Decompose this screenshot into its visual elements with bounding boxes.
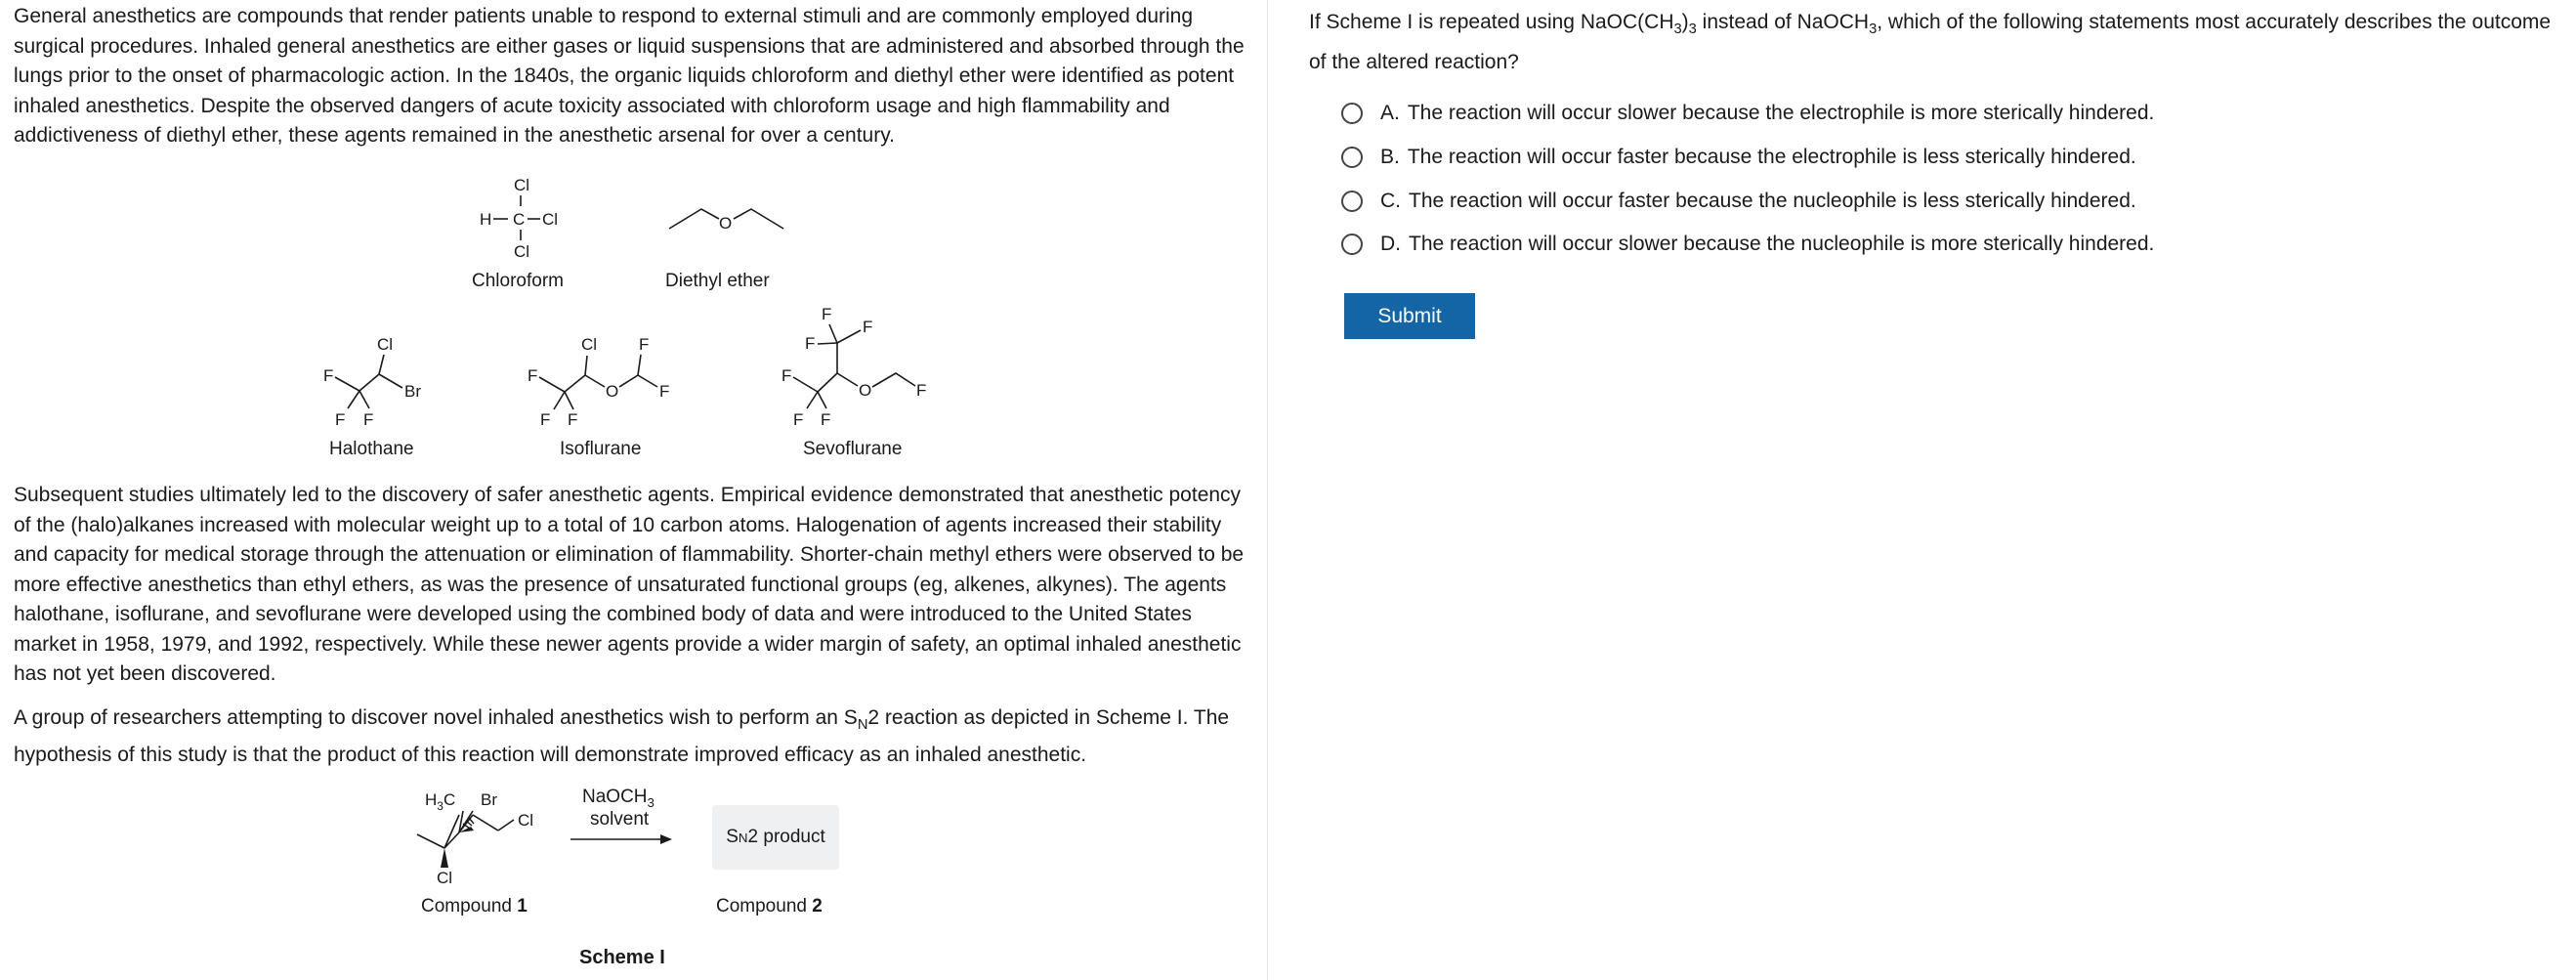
- halothane-structure: [320, 330, 438, 433]
- halothane-f-2: F: [363, 410, 374, 429]
- isoflurane-f-top: F: [639, 335, 650, 354]
- isoflurane-o: O: [606, 382, 619, 401]
- scheme-title: Scheme I: [579, 947, 665, 968]
- choice-c-letter: C.: [1380, 190, 1401, 212]
- choice-d-letter: D.: [1380, 233, 1401, 255]
- diethyl-ether-structure: [664, 195, 786, 244]
- isoflurane-structure: [523, 330, 684, 433]
- sevoflurane-f-left: F: [781, 366, 792, 385]
- chloroform-h: H: [480, 210, 492, 229]
- isoflurane-f-2: F: [568, 410, 578, 429]
- choice-b-text: The reaction will occur faster because the electrophile is less sterically hindered.: [1407, 146, 2136, 168]
- choice-b-radio[interactable]: [1341, 147, 1363, 168]
- question-stem: If Scheme I is repeated using $NaOC(CH_3)_3$ instead of NaOCH$_3$, which of the following statements most accurately describes the outcome of the altered reaction?: [1309, 11, 2552, 74]
- chloroform-cl-top: Cl: [514, 176, 530, 194]
- sevoflurane-f-mid: F: [805, 334, 816, 353]
- halothane-br: Br: [404, 382, 421, 401]
- diethyl-ether-label: Diethyl ether: [665, 271, 770, 291]
- sevoflurane-structure: [777, 303, 943, 435]
- choice-a-text: The reaction will occur slower because the electrophile is more sterically hindered.: [1407, 102, 2155, 124]
- halothane-f-1: F: [335, 410, 346, 429]
- sevoflurane-f-top: F: [822, 305, 832, 323]
- halothane-label: Halothane: [329, 439, 414, 459]
- choice-d[interactable]: [1341, 228, 2154, 261]
- reaction-arrow: [569, 831, 676, 847]
- choice-d-radio[interactable]: [1341, 234, 1363, 255]
- choice-c[interactable]: [1341, 185, 2136, 218]
- diethyl-ether-o: O: [719, 214, 733, 233]
- chloroform-structure: [469, 174, 576, 264]
- chloroform-cl-bottom: Cl: [514, 242, 530, 261]
- choice-a-radio[interactable]: [1341, 103, 1363, 124]
- isoflurane-cl: Cl: [581, 335, 598, 354]
- solvent-label: solvent: [590, 809, 650, 830]
- isoflurane-f-1: F: [540, 410, 551, 429]
- compound-1-label: Compound 1: [421, 896, 528, 916]
- paragraph-3-rest: 2 reaction as depicted in Scheme I. The hypothesis of this study is that the product of this reaction will demonstrate improved efficacy as an inhaled anesthetic.: [14, 706, 1230, 766]
- choice-a[interactable]: [1341, 97, 2154, 130]
- halothane-f-left: F: [323, 366, 334, 385]
- passage-paragraph-1: General anesthetics are compounds that render patients unable to respond to external stimuli and are commonly employed during surgical procedures. Inhaled general anesthetics are either gases or liquid suspensions that are administered and absorbed through the lungs prior to the onset of pharmacologic action. In the 1840s, the organic liquids chloroform and diethyl ether were identified as potent inhaled anesthetics. Despite the observed dangers of acute toxicity associated with chloroform usage and high flammability and addictiveness of diethyl ether, these agents remained in the anesthetic arsenal for over a century.: [14, 5, 1245, 147]
- passage-paragraph-2: Subsequent studies ultimately led to the discovery of safer anesthetic agents. Empirical evidence demonstrated that anesthetic potency of the (halo)alkanes increased with molecular weight up to a total of 10 carbon atoms. Halogenation of agents increased their stability and capacity for medical storage through the attenuation or elimination of flammability. Shorter-chain methyl ethers were observed to be more effective anesthetics than ethyl ethers, as was the presence of unsaturated functional groups (eg, alkenes, alkynes). The agents halothane, isoflurane, and sevoflurane were developed using the combined body of data and were introduced to the United States market in 1958, 1979, and 1992, respectively. While these newer agents provide a wider margin of safety, an optimal inhaled anesthetic has not yet been discovered.: [14, 484, 1245, 685]
- choice-c-text: The reaction will occur faster because the nucleophile is less sterically hindered.: [1409, 190, 2136, 212]
- isoflurane-f-left: F: [528, 366, 538, 385]
- choice-d-text: The reaction will occur slower because the nucleophile is more sterically hindered.: [1409, 233, 2155, 255]
- sevoflurane-f-top-right: F: [863, 318, 873, 336]
- sevoflurane-f-right: F: [916, 381, 927, 400]
- compound-1-structure: [410, 782, 557, 889]
- sevoflurane-f-2: F: [821, 410, 831, 429]
- paragraph-3-start: A group of researchers attempting to discover novel inhaled anesthetics wish to perform an S: [14, 706, 858, 729]
- reagent-label: NaOCH$_3$: [582, 787, 655, 810]
- chloroform-cl-right: Cl: [542, 210, 559, 229]
- sevoflurane-f-1: F: [793, 410, 804, 429]
- choice-b-letter: B.: [1380, 146, 1400, 168]
- choice-a-letter: A.: [1380, 102, 1400, 124]
- chloroform-label: Chloroform: [472, 271, 564, 291]
- sevoflurane-label: Sevoflurane: [803, 439, 903, 459]
- compound-1-cl-bottom: Cl: [437, 869, 453, 887]
- chloroform-c: C: [513, 210, 526, 229]
- compound-2-label: Compound 2: [716, 896, 823, 916]
- sn2-product-box: S N 2 product: [712, 805, 839, 870]
- halothane-cl: Cl: [377, 335, 394, 354]
- sevoflurane-o: O: [859, 381, 872, 400]
- question-pane: [1269, 0, 2576, 980]
- compound-1-cl: Cl: [518, 811, 534, 830]
- isoflurane-label: Isoflurane: [560, 439, 642, 459]
- choice-b[interactable]: [1341, 141, 2136, 174]
- compound-1-h3c: $H_3C$: [425, 790, 456, 813]
- choice-c-radio[interactable]: [1341, 191, 1363, 212]
- submit-button[interactable]: Submit: [1344, 293, 1475, 339]
- passage-pane: [0, 0, 1268, 980]
- isoflurane-f-right: F: [659, 382, 670, 401]
- compound-1-br: Br: [481, 790, 497, 809]
- paragraph-3-sn-sub: N: [857, 717, 868, 734]
- passage-paragraph-3: [14, 703, 1254, 770]
